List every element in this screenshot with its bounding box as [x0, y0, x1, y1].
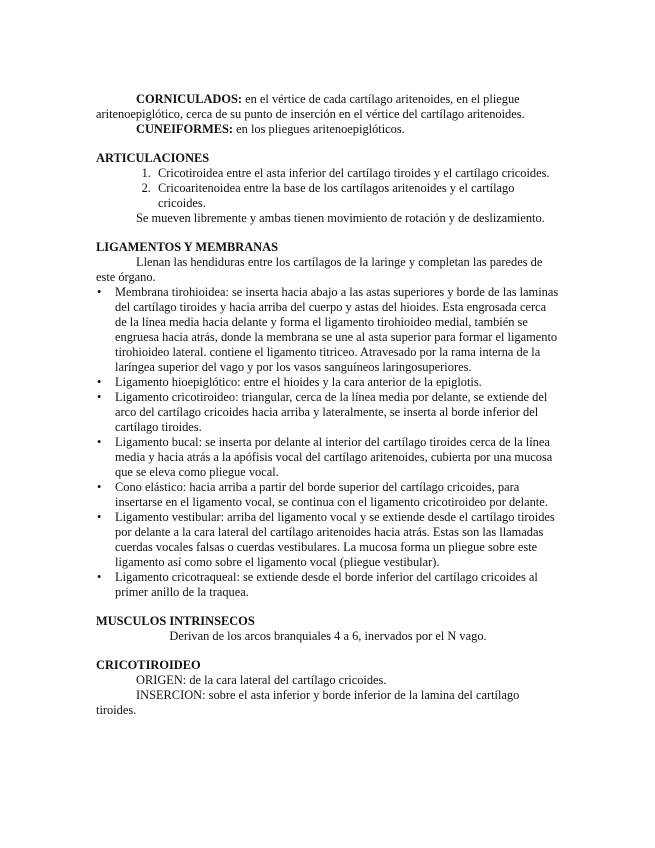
list-item: • Cono elástico: hacia arriba a partir del borde superior del cartílago cricoides, para insertarse en el ligamento vocal, se continua con el ligamento cricotiroideo por delante. [96, 480, 560, 510]
paragraph-cuneiformes [96, 122, 560, 137]
list-item: • Ligamento cricotiroideo: triangular, cerca de la línea media por delante, se extiende del arco del cartílago cricoides hacia arriba y lateralmente, se inserta al borde inferior del cartílago tiroides. [96, 390, 560, 435]
musculos-text: Derivan de los arcos branquiales 4 a 6, inervados por el N vago. [169, 629, 487, 643]
cuneiformes-text: en los pliegues aritenoepiglóticos. [233, 122, 405, 136]
list-item: • Membrana tirohioidea: se inserta hacia abajo a las astas superiores y borde de las laminas del cartílago tiroides y hacia arriba del cuerpo y astas del hioides. Esta engrosada cerca de la línea media hacia delante y forma el ligamento tirohioideo medial, también se engruesa hacia atrás, donde la membrana se une al asta superior para formar el ligamento tirohioideo lateral. contiene el ligamento titriceo. Atravesado por la rama interna de la laríngea superior del vago y por los vasos sanguíneos laringosuperiores. [96, 285, 560, 375]
heading-musculos: MUSCULOS INTRINSECOS [96, 614, 255, 628]
ligamentos-intro: Llenan las hendiduras entre los cartílagos de la laringe y completan las paredes de este órgano. [96, 255, 543, 284]
corniculados-label: CORNICULADOS: [136, 92, 243, 106]
articulaciones-list [96, 166, 560, 211]
ligamentos-list [96, 285, 560, 600]
cricotiroideo-origen: ORIGEN: de la cara lateral del cartílago cricoides. [136, 673, 387, 687]
paragraph-corniculados [96, 92, 560, 122]
heading-cricotiroideo: CRICOTIROIDEO [96, 658, 201, 672]
list-item: 2. Cricoaritenoidea entre la base de los cartílagos aritenoides y el cartílago cricoides. [154, 181, 560, 211]
list-item: • Ligamento hioepiglótico: entre el hioides y la cara anterior de la epiglotis. [96, 375, 560, 390]
list-item: 1. Cricotiroidea entre el asta inferior del cartílago tiroides y el cartílago cricoides. [154, 166, 560, 181]
articulaciones-note: Se mueven libremente y ambas tienen movimiento de rotación y de deslizamiento. [136, 211, 545, 225]
list-item: • Ligamento vestibular: arriba del ligamento vocal y se extiende desde el cartílago tiroides por delante a la cara lateral del cartílago aritenoides hacia atrás. Estas son las llamadas cuerdas vocales falsas o cuerdas vestibulares. La mucosa forma un pliegue sobre este ligamento así como sobre el ligamento vocal (pliegue vestibular). [96, 510, 560, 570]
heading-ligamentos: LIGAMENTOS Y MEMBRANAS [96, 240, 278, 254]
document-page [96, 92, 560, 718]
cricotiroideo-insercion: INSERCION: sobre el asta inferior y borde inferior de la lamina del cartílago tiroides. [96, 688, 520, 717]
list-item: • Ligamento cricotraqueal: se extiende desde el borde inferior del cartílago cricoides al primer anillo de la traquea. [96, 570, 560, 600]
cuneiformes-label: CUNEIFORMES: [136, 122, 234, 136]
corniculados-text: en el vértice de cada cartílago aritenoides, en el pliegue aritenoepiglótico, cerca de su punto de inserción en el vértice del cartílago aritenoides. [96, 92, 525, 121]
list-item: • Ligamento bucal: se inserta por delante al interior del cartílago tiroides cerca de la línea media y hacia atrás a la apófisis vocal del cartílago aritenoides, cubierta por una mucosa que se eleva como pliegue vocal. [96, 435, 560, 480]
heading-articulaciones: ARTICULACIONES [96, 151, 210, 165]
